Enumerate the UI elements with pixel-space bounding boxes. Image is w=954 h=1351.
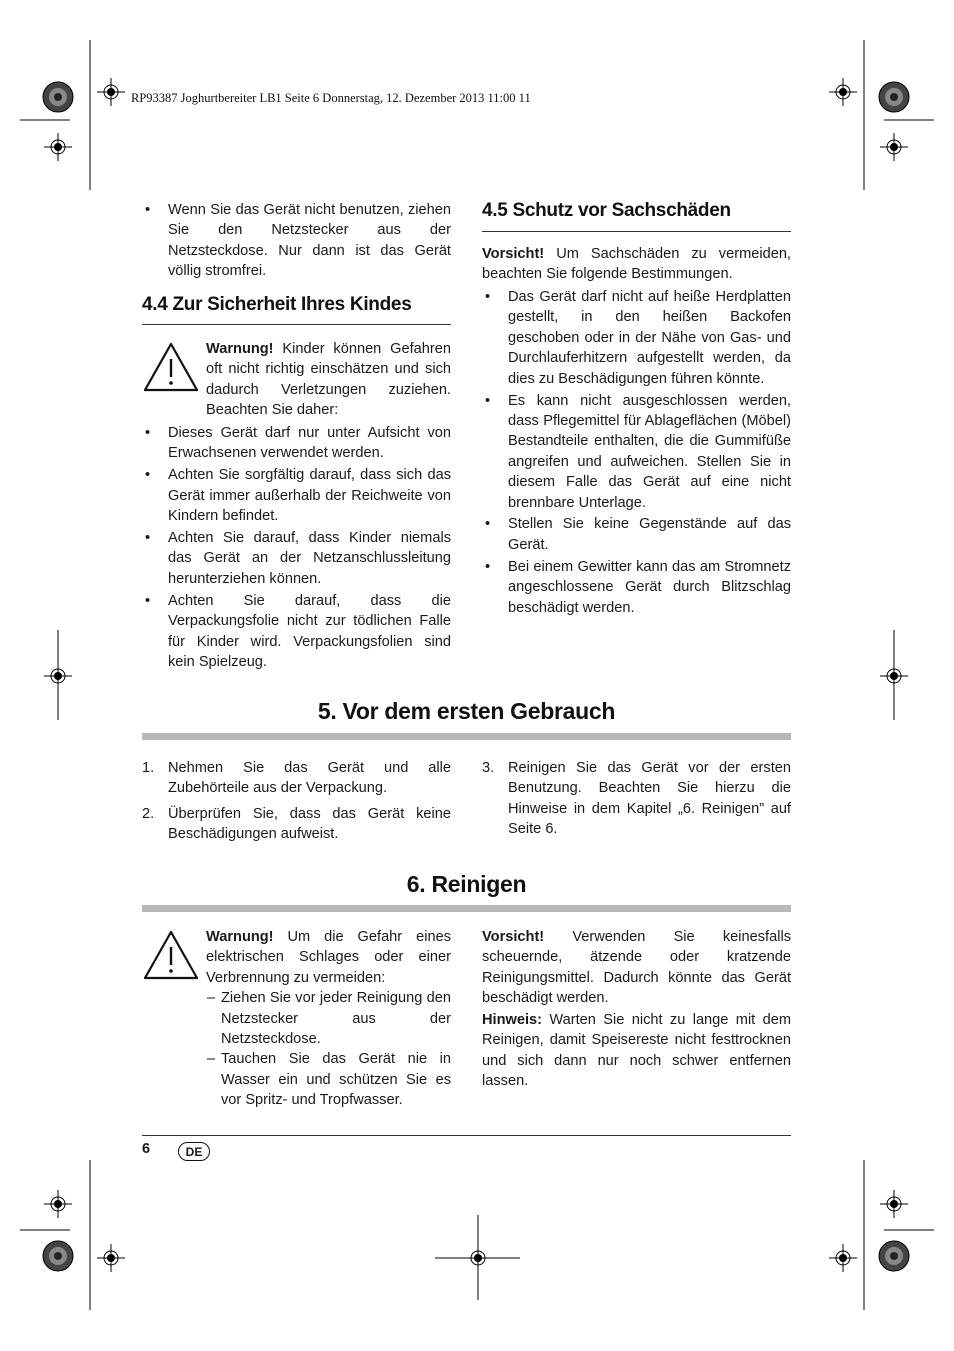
list-item: • Das Gerät darf nicht auf heiße Herdplatten gestellt, in den heißen Backofen geschoben oder in der Nähe von Gas- und Durchlauferhitzern aufgestellt werden, da dies zu Beschädigungen führen könnte.	[482, 287, 791, 389]
section-6-title: 6. Reinigen	[406, 871, 527, 897]
list-item	[142, 804, 451, 845]
warning-6	[206, 927, 451, 1111]
step-number: 3.	[482, 760, 495, 776]
list-item: • Bei einem Gewitter kann das am Stromnetz angeschlossene Gerät durch Blitzschlag beschädigt werden.	[482, 557, 791, 618]
caution-text: Um Sachschäden zu vermeiden, beachten Sie folgende Bestimmungen.	[482, 246, 791, 283]
warning-label: Warnung!	[206, 341, 274, 357]
hint-text: Warten Sie nicht zu lange mit dem Reinigen, damit Speisereste nicht festtrocknen und sich dann nur noch schwer entfernen lassen.	[482, 1012, 791, 1090]
step-number: 1.	[142, 760, 155, 776]
section-4-4-rule	[142, 324, 451, 325]
left-column-top	[142, 200, 451, 283]
step-text: Nehmen Sie das Gerät und alle Zubehörteile aus der Verpackung.	[168, 760, 451, 797]
step-text: Reinigen Sie das Gerät vor der ersten Benutzung. Beachten Sie hierzu die Hinweise in dem Kapitel „6. Reinigen” auf Seite 6.	[508, 760, 791, 838]
caution-4-5	[482, 244, 791, 285]
section-5-steps-right	[482, 758, 791, 845]
footer-rule	[142, 1135, 791, 1136]
list-item: • Achten Sie darauf, dass Kinder niemals das Gerät an der Netzanschlussleitung herunterziehen können.	[142, 528, 451, 589]
section-4-4-title: 4.4 Zur Sicherheit Ihres Kindes	[142, 294, 412, 315]
list-item: • Dieses Gerät darf nur unter Aufsicht von Erwachsenen verwendet werden.	[142, 423, 451, 464]
section-5-steps-left	[142, 758, 451, 850]
caution-label: Vorsicht!	[482, 929, 545, 945]
page-number: 6	[142, 1141, 151, 1157]
section-6-bar	[142, 905, 791, 912]
print-header: RP93387 Joghurtbereiter LB1 Seite 6 Donnerstag, 12. Dezember 2013 11:00 11	[131, 91, 531, 105]
section-5-title: 5. Vor dem ersten Gebrauch	[317, 698, 616, 724]
warning-text: Um die Gefahr eines elektrischen Schlages oder einer Verbrennung zu vermeiden:	[206, 929, 451, 986]
section-4-4-list	[142, 423, 451, 674]
caution-label: Vorsicht!	[482, 246, 545, 262]
list-item: – Tauchen Sie das Gerät nie in Wasser ein und schützen Sie es vor Spritz- und Tropfwasser.	[206, 1049, 451, 1110]
caution-6	[482, 927, 791, 1009]
caution-text: Verwenden Sie keinesfalls scheuernde, ätzende oder kratzende Reinigungsmittel. Dadurch könnte das Gerät beschädigt werden.	[482, 929, 791, 1007]
section-4-5-title: 4.5 Schutz vor Sachschäden	[482, 200, 731, 221]
section-5-bar	[142, 733, 791, 740]
step-text: Überprüfen Sie, dass das Gerät keine Beschädigungen aufweist.	[168, 805, 451, 843]
language-badge	[178, 1142, 210, 1161]
warning-triangle-icon	[142, 929, 200, 981]
list-item: • Es kann nicht ausgeschlossen werden, dass Pflegemittel für Ablageflächen (Möbel) Bestandteile enthalten, die die Gummifüße angreifen und aufweichen. Stellen Sie in diesem Falle das Gerät auf eine nicht brennbare Unterlage.	[482, 391, 791, 513]
list-item: • Achten Sie sorgfältig darauf, dass sich das Gerät immer außerhalb der Reichweite von Kindern befindet.	[142, 465, 451, 526]
list-item	[142, 758, 451, 799]
hint-label: Hinweis:	[482, 1012, 543, 1028]
language-badge-label: DE	[185, 1144, 203, 1159]
warning-text: Kinder können Gefahren oft nicht richtig einschätzen und sich dadurch Verletzungen zuziehen. Beachten Sie daher:	[206, 341, 451, 419]
list-item: • Wenn Sie das Gerät nicht benutzen, ziehen Sie den Netzstecker aus der Netzsteckdose. Nur dann ist das Gerät völlig stromfrei.	[142, 200, 451, 282]
warning-triangle-icon	[142, 341, 200, 393]
warning-label: Warnung!	[206, 929, 274, 945]
list-item: – Ziehen Sie vor jeder Reinigung den Netzstecker aus der Netzsteckdose.	[206, 988, 451, 1049]
list-item: • Stellen Sie keine Gegenstände auf das Gerät.	[482, 514, 791, 555]
step-number: 2.	[142, 805, 155, 822]
list-item: • Achten Sie darauf, dass die Verpackungsfolie nicht zur tödlichen Falle für Kinder wird. Verpackungsfolien sind kein Spielzeug.	[142, 591, 451, 673]
warning-4-4	[206, 339, 451, 421]
section-4-5-rule	[482, 231, 791, 232]
hint-6	[482, 1010, 791, 1092]
section-4-5-list	[482, 287, 791, 620]
list-item	[482, 758, 791, 840]
